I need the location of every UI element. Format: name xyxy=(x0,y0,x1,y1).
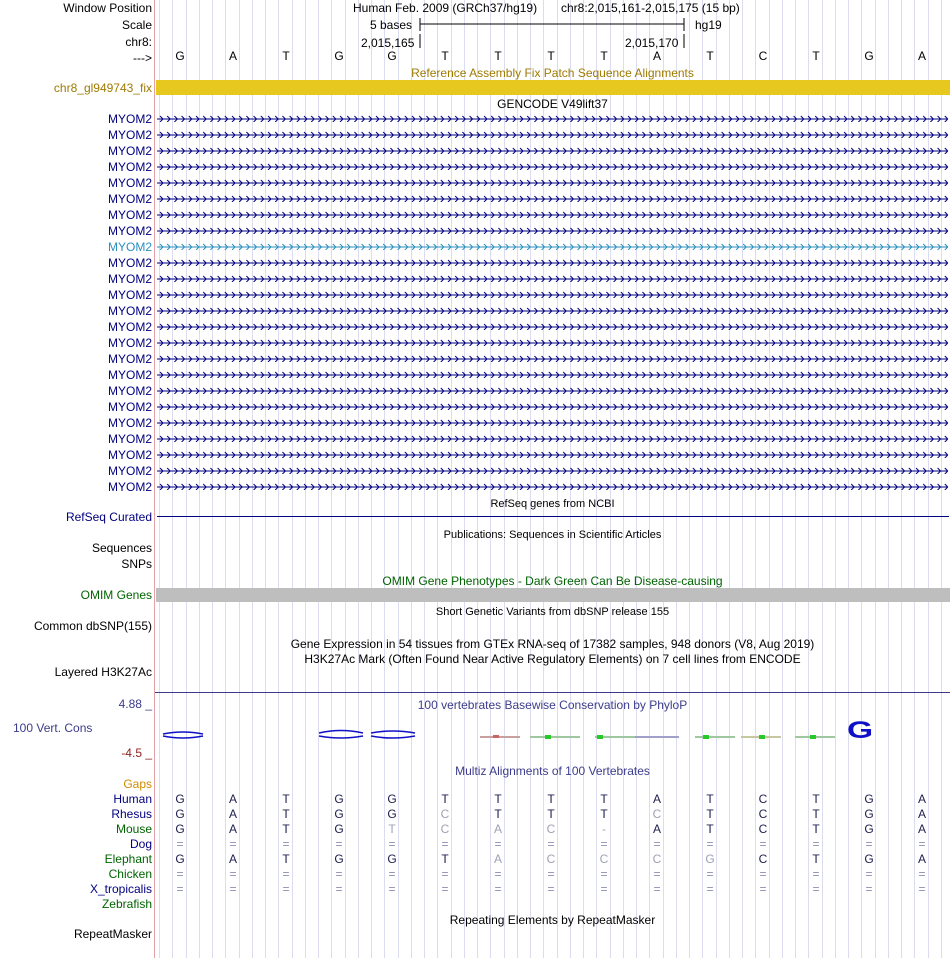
grid-line xyxy=(305,0,306,958)
alignment-base: T xyxy=(441,852,449,866)
species-label[interactable]: Dog xyxy=(129,837,152,851)
gencode-transcript-label[interactable]: MYOM2 xyxy=(107,320,152,334)
gencode-transcript-label[interactable]: MYOM2 xyxy=(107,368,152,382)
alignment-base: T xyxy=(494,792,502,806)
alignment-base: G xyxy=(705,852,715,866)
alignment-base: A xyxy=(917,852,926,866)
alignment-base: A xyxy=(917,822,926,836)
alignment-base: T xyxy=(282,807,290,821)
grid-line xyxy=(636,0,637,958)
gencode-transcript-line[interactable] xyxy=(157,371,948,378)
omim-track-label[interactable]: OMIM Genes xyxy=(80,588,152,602)
alignment-base: = xyxy=(759,867,767,881)
chrom-label: chr8: xyxy=(125,35,152,49)
gencode-transcript-line[interactable] xyxy=(157,355,948,362)
refseq-gene-line[interactable] xyxy=(157,516,949,517)
grid-line xyxy=(265,0,266,958)
svg-text:G: G xyxy=(847,717,874,744)
gencode-transcript-line[interactable] xyxy=(157,291,948,298)
grid-line xyxy=(159,0,160,958)
gencode-transcript-label[interactable]: MYOM2 xyxy=(107,464,152,478)
species-label[interactable]: Elephant xyxy=(104,852,152,866)
alignment-base: T xyxy=(812,807,820,821)
alignment-base: = xyxy=(653,882,661,896)
alignment-base: C xyxy=(758,822,768,836)
reference-base: G xyxy=(864,49,874,63)
alignment-base: = xyxy=(706,837,714,851)
alignment-base: T xyxy=(441,792,449,806)
alignment-base: A xyxy=(652,792,661,806)
gencode-transcript-line[interactable] xyxy=(157,323,948,330)
refseq-track-label[interactable]: RefSeq Curated xyxy=(65,510,152,524)
alignment-base: C xyxy=(440,807,450,821)
species-label[interactable]: Zebrafish xyxy=(101,897,152,911)
publications-sequences-label[interactable]: Sequences xyxy=(91,541,152,555)
alignment-base: = xyxy=(335,867,343,881)
alignment-base: A xyxy=(228,792,237,806)
reference-base: T xyxy=(282,49,290,63)
alignment-base: T xyxy=(388,822,396,836)
grid-line xyxy=(464,0,465,958)
alignment-base: = xyxy=(812,867,820,881)
grid-line xyxy=(901,0,902,958)
grid-line xyxy=(371,0,372,958)
gencode-transcript-line[interactable] xyxy=(157,307,948,314)
alignment-base: G xyxy=(387,852,397,866)
gencode-transcript-label[interactable]: MYOM2 xyxy=(107,448,152,462)
gencode-transcript-line[interactable] xyxy=(157,115,948,122)
alignment-base: G xyxy=(334,792,344,806)
gencode-transcript-line[interactable] xyxy=(157,467,948,474)
gencode-title: GENCODE V49lift37 xyxy=(497,97,608,111)
alignment-base: = xyxy=(865,867,873,881)
alignment-base: = xyxy=(865,882,873,896)
alignment-base: = xyxy=(388,867,396,881)
alignment-base: = xyxy=(653,867,661,881)
alignment-base: G xyxy=(175,822,185,836)
alignment-base: = xyxy=(441,867,449,881)
gencode-transcript-label[interactable]: MYOM2 xyxy=(107,272,152,286)
scale-text: 5 bases xyxy=(370,18,413,32)
alignment-base: C xyxy=(440,822,450,836)
h3k27ac-title: H3K27Ac Mark (Often Found Near Active Regulatory Elements) on 7 cell lines from ENCODE xyxy=(304,652,801,666)
alignment-base: C xyxy=(546,822,556,836)
species-label[interactable]: Mouse xyxy=(115,822,152,836)
alignment-base: T xyxy=(282,852,290,866)
alignment-base: = xyxy=(282,837,290,851)
alignment-base: A xyxy=(917,792,926,806)
gencode-transcript-line[interactable] xyxy=(157,227,948,234)
alignment-base: A xyxy=(228,807,237,821)
dbsnp-title: Short Genetic Variants from dbSNP release 155 xyxy=(435,606,670,618)
alignment-base: = xyxy=(547,882,555,896)
alignment-base: A xyxy=(652,822,661,836)
gencode-transcript-label[interactable]: MYOM2 xyxy=(107,240,152,254)
alignment-base: = xyxy=(600,867,608,881)
alignment-base: = xyxy=(388,837,396,851)
alignment-base: = xyxy=(547,867,555,881)
alignment-base: C xyxy=(652,852,662,866)
gencode-transcript-label[interactable]: MYOM2 xyxy=(107,256,152,270)
grid-line xyxy=(199,0,200,958)
alignment-base: A xyxy=(228,822,237,836)
grid-line xyxy=(729,0,730,958)
alignment-base: A xyxy=(917,807,926,821)
species-label[interactable]: Rhesus xyxy=(111,807,152,821)
alignment-base: = xyxy=(812,882,820,896)
grid-line xyxy=(212,0,213,958)
grid-line xyxy=(888,0,889,958)
db-text: hg19 xyxy=(695,18,722,32)
publications-snps-label[interactable]: SNPs xyxy=(121,557,152,571)
grid-line xyxy=(530,0,531,958)
gencode-transcript-line[interactable] xyxy=(157,147,948,154)
gencode-transcript-line[interactable] xyxy=(157,451,948,458)
alignment-base: = xyxy=(759,837,767,851)
reference-base: A xyxy=(917,49,926,63)
gencode-transcript-label[interactable]: MYOM2 xyxy=(107,288,152,302)
gencode-transcript-label[interactable]: MYOM2 xyxy=(107,432,152,446)
gencode-transcript-line[interactable] xyxy=(157,259,948,266)
alignment-base: C xyxy=(758,807,768,821)
gencode-transcript-label[interactable]: MYOM2 xyxy=(107,304,152,318)
alignment-base: G xyxy=(334,807,344,821)
alignment-base: T xyxy=(600,792,608,806)
grid-line xyxy=(795,0,796,958)
alignment-base: T xyxy=(600,807,608,821)
alignment-base: = xyxy=(653,837,661,851)
fix-patch-bar[interactable] xyxy=(156,80,950,95)
reference-base: G xyxy=(175,49,185,63)
gencode-transcript-label[interactable]: MYOM2 xyxy=(107,384,152,398)
alignment-base: = xyxy=(918,837,926,851)
species-label[interactable]: X_tropicalis xyxy=(89,882,152,896)
alignment-base: = xyxy=(918,882,926,896)
gencode-transcript-label[interactable]: MYOM2 xyxy=(107,128,152,142)
alignment-base: G xyxy=(175,792,185,806)
alignment-base: G xyxy=(864,822,874,836)
h3k27ac-track-label[interactable]: Layered H3K27Ac xyxy=(54,665,152,679)
conservation-max-label: 4.88 _ xyxy=(118,697,152,711)
alignment-base: = xyxy=(494,867,502,881)
publications-title: Publications: Sequences in Scientific Articles xyxy=(443,529,662,541)
omim-gene-bar[interactable] xyxy=(156,588,950,602)
gencode-transcript-line[interactable] xyxy=(157,131,948,138)
gencode-transcript-label[interactable]: MYOM2 xyxy=(107,352,152,366)
grid-line xyxy=(742,0,743,958)
gencode-transcript-line[interactable] xyxy=(157,179,948,186)
reference-base: T xyxy=(706,49,714,63)
alignment-base: T xyxy=(547,807,555,821)
grid-line xyxy=(835,0,836,958)
alignment-base: - xyxy=(602,822,606,836)
fix-patch-title: Reference Assembly Fix Patch Sequence Alignments xyxy=(411,66,694,80)
alignment-base: = xyxy=(918,867,926,881)
reference-base: G xyxy=(334,49,344,63)
reference-base: T xyxy=(600,49,608,63)
alignment-base: A xyxy=(493,822,502,836)
alignment-base: = xyxy=(282,882,290,896)
track-label-column xyxy=(0,0,154,958)
reference-base: C xyxy=(758,49,768,63)
alignment-base: T xyxy=(494,807,502,821)
alignment-base: G xyxy=(334,822,344,836)
alignment-base: = xyxy=(494,882,502,896)
multiz-title: Multiz Alignments of 100 Vertebrates xyxy=(455,764,650,778)
gencode-transcript-label[interactable]: MYOM2 xyxy=(107,224,152,238)
grid-line xyxy=(252,0,253,958)
alignment-base: = xyxy=(547,837,555,851)
gencode-transcript-line[interactable] xyxy=(157,275,948,282)
alignment-base: C xyxy=(758,792,768,806)
reference-base: G xyxy=(387,49,397,63)
strand-arrow-label[interactable]: ---> xyxy=(133,51,152,65)
gencode-transcript-label[interactable]: MYOM2 xyxy=(107,336,152,350)
alignment-base: = xyxy=(706,867,714,881)
reference-base: T xyxy=(812,49,820,63)
gencode-transcript-line[interactable] xyxy=(157,195,948,202)
conservation-logo[interactable] xyxy=(155,716,950,746)
gaps-label[interactable]: Gaps xyxy=(123,777,152,791)
repeatmasker-track-label[interactable]: RepeatMasker xyxy=(73,927,152,941)
alignment-base: = xyxy=(335,837,343,851)
grid-line xyxy=(676,0,677,958)
alignment-base: T xyxy=(706,792,714,806)
alignment-base: = xyxy=(441,882,449,896)
grid-line xyxy=(517,0,518,958)
gencode-transcript-line[interactable] xyxy=(157,163,948,170)
alignment-base: T xyxy=(812,852,820,866)
repeatmasker-title: Repeating Elements by RepeatMasker xyxy=(449,913,656,927)
gencode-transcript-line[interactable] xyxy=(157,387,948,394)
alignment-base: T xyxy=(812,792,820,806)
gencode-transcript-label[interactable]: MYOM2 xyxy=(107,160,152,174)
grid-line xyxy=(477,0,478,958)
dbsnp-track-label[interactable]: Common dbSNP(155) xyxy=(33,619,152,633)
alignment-base: G xyxy=(334,852,344,866)
gencode-transcript-label[interactable]: MYOM2 xyxy=(107,208,152,222)
alignment-base: = xyxy=(176,837,184,851)
refseq-title: RefSeq genes from NCBI xyxy=(490,498,615,510)
grid-line xyxy=(570,0,571,958)
alignment-base: = xyxy=(229,837,237,851)
gtex-title: Gene Expression in 54 tissues from GTEx RNA-seq of 17382 samples, 948 donors (V8, Aug 2019) xyxy=(290,637,815,651)
alignment-base: = xyxy=(600,882,608,896)
alignment-base: C xyxy=(599,852,609,866)
gencode-transcript-line[interactable] xyxy=(157,435,948,442)
grid-line xyxy=(358,0,359,958)
alignment-base: G xyxy=(864,852,874,866)
track-data-area[interactable] xyxy=(155,0,950,958)
alignment-base: = xyxy=(600,837,608,851)
gencode-transcript-label[interactable]: MYOM2 xyxy=(107,416,152,430)
grid-line xyxy=(623,0,624,958)
reference-base: A xyxy=(228,49,237,63)
gencode-transcript-line[interactable] xyxy=(157,339,948,346)
position-right-tick: 2,015,170 xyxy=(625,36,679,50)
gencode-transcript-label[interactable]: MYOM2 xyxy=(107,144,152,158)
grid-line xyxy=(782,0,783,958)
alignment-base: = xyxy=(229,867,237,881)
gencode-transcript-line[interactable] xyxy=(157,211,948,218)
conservation-track-label[interactable]: 100 Vert. Cons xyxy=(13,721,93,735)
alignment-base: C xyxy=(546,852,556,866)
conservation-min-label: -4.5 _ xyxy=(121,746,152,760)
species-label[interactable]: Human xyxy=(113,792,152,806)
gencode-transcript-line[interactable] xyxy=(157,419,948,426)
alignment-base: = xyxy=(759,882,767,896)
alignment-base: C xyxy=(652,807,662,821)
scale-bar xyxy=(419,16,686,32)
alignment-base: = xyxy=(176,882,184,896)
window-position-label: Window Position xyxy=(63,1,152,15)
position-left-tick: 2,015,165 xyxy=(361,36,415,50)
alignment-base: G xyxy=(175,852,185,866)
position-text: chr8:2,015,161-2,015,175 (15 bp) xyxy=(561,1,740,15)
gencode-transcript-label[interactable]: MYOM2 xyxy=(107,400,152,414)
omim-title: OMIM Gene Phenotypes - Dark Green Can Be Disease-causing xyxy=(382,574,723,588)
alignment-base: T xyxy=(706,822,714,836)
tick-left xyxy=(419,34,422,48)
grid-line xyxy=(424,0,425,958)
alignment-base: A xyxy=(493,852,502,866)
grid-line xyxy=(318,0,319,958)
gencode-transcript-label[interactable]: MYOM2 xyxy=(107,480,152,494)
assembly-text: Human Feb. 2009 (GRCh37/hg19) xyxy=(353,1,538,15)
alignment-base: A xyxy=(228,852,237,866)
alignment-base: = xyxy=(335,882,343,896)
gencode-transcript-line[interactable] xyxy=(157,243,948,250)
alignment-base: T xyxy=(282,792,290,806)
reference-base: T xyxy=(494,49,502,63)
gencode-transcript-label[interactable]: MYOM2 xyxy=(107,112,152,126)
species-label[interactable]: Chicken xyxy=(108,867,152,881)
alignment-base: = xyxy=(229,882,237,896)
grid-line xyxy=(411,0,412,958)
alignment-base: G xyxy=(387,807,397,821)
alignment-base: = xyxy=(282,867,290,881)
alignment-base: = xyxy=(494,837,502,851)
grid-line xyxy=(941,0,942,958)
gencode-transcript-line[interactable] xyxy=(157,403,948,410)
tick-right xyxy=(683,34,686,48)
alignment-base: = xyxy=(388,882,396,896)
alignment-base: = xyxy=(176,867,184,881)
fix-patch-track-label[interactable]: chr8_gl949743_fix xyxy=(53,81,152,95)
grid-line xyxy=(583,0,584,958)
conservation-title: 100 vertebrates Basewise Conservation by PhyloP xyxy=(417,698,688,712)
alignment-base: = xyxy=(441,837,449,851)
gencode-transcript-line[interactable] xyxy=(157,483,948,490)
conservation-top-line xyxy=(155,692,950,693)
alignment-base: G xyxy=(387,792,397,806)
alignment-base: T xyxy=(547,792,555,806)
gencode-transcript-label[interactable]: MYOM2 xyxy=(107,176,152,190)
alignment-base: T xyxy=(706,807,714,821)
reference-base: T xyxy=(547,49,555,63)
gencode-transcript-label[interactable]: MYOM2 xyxy=(107,192,152,206)
grid-line xyxy=(848,0,849,958)
alignment-base: = xyxy=(706,882,714,896)
grid-line xyxy=(689,0,690,958)
reference-base: T xyxy=(441,49,449,63)
alignment-base: = xyxy=(812,837,820,851)
alignment-base: T xyxy=(282,822,290,836)
alignment-base: = xyxy=(865,837,873,851)
alignment-base: G xyxy=(864,807,874,821)
alignment-base: G xyxy=(864,792,874,806)
alignment-base: G xyxy=(175,807,185,821)
reference-base: A xyxy=(652,49,661,63)
scale-label: Scale xyxy=(121,18,152,32)
alignment-base: C xyxy=(758,852,768,866)
alignment-base: T xyxy=(812,822,820,836)
